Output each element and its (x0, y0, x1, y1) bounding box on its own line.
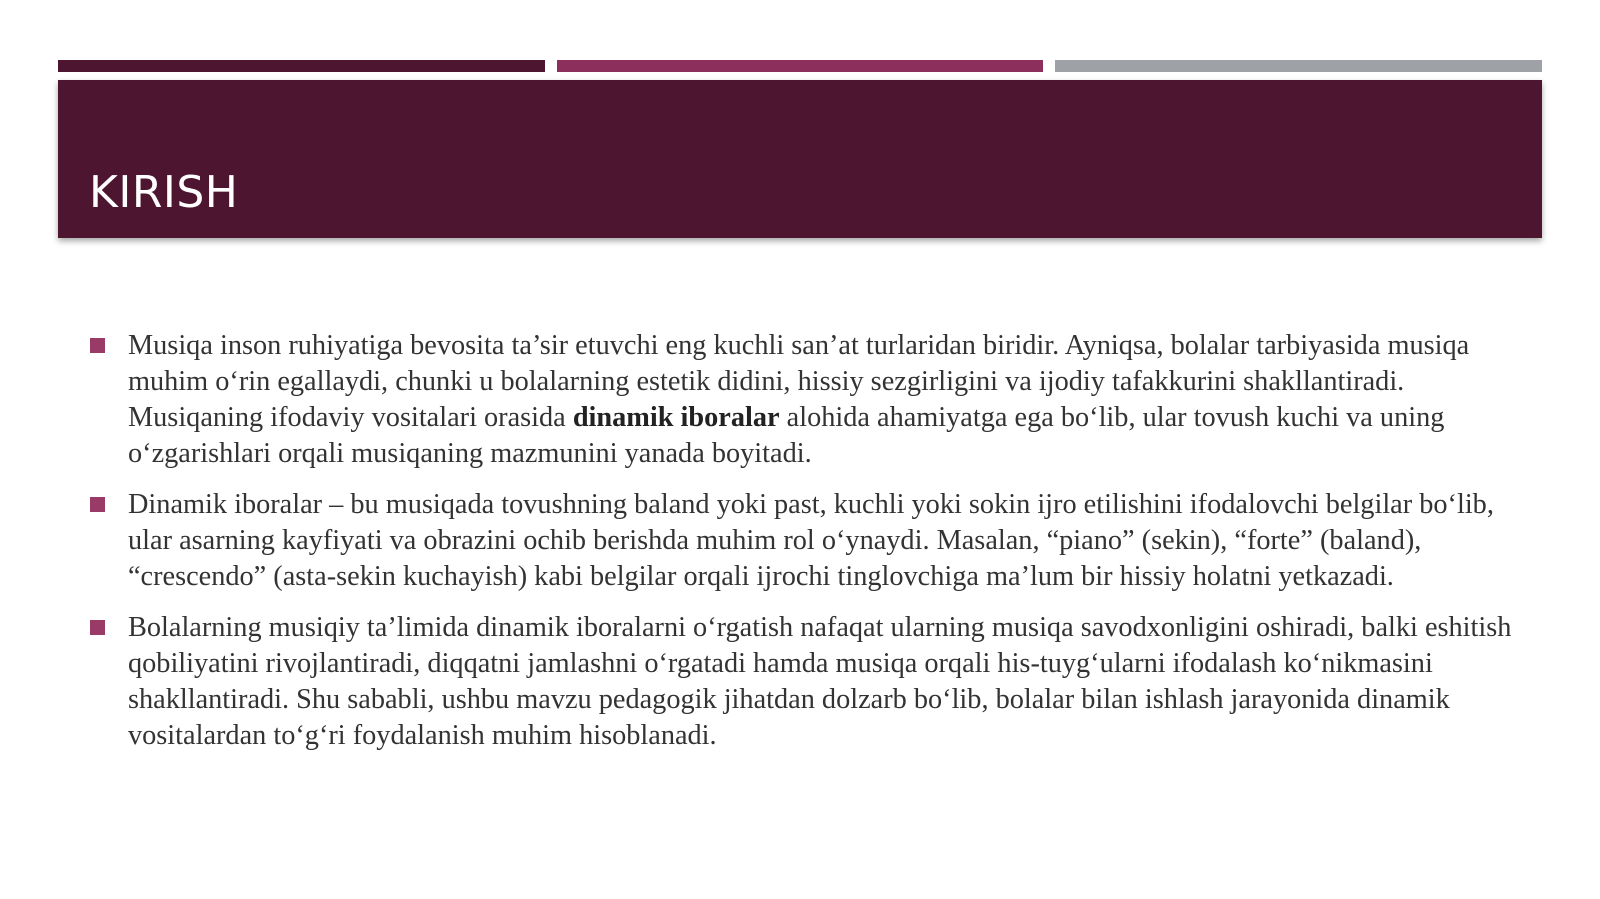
slide-title: KIRISH (89, 167, 239, 218)
accent-bar-gray (1055, 60, 1542, 72)
title-band (58, 80, 1542, 238)
bullet-text-part: Musiqa inson ruhiyatiga bevosita ta’sir etuvchi eng kuchli san’at turlaridan biridir. Ayniqsa, bolalar tarbiyasida musiqa muhim o‘rin egallaydi, chunki u bolalarning estetik didini, hissiy sezgirligini va ijodiy tafakkurini shakllantiradi. Musiqaning ifodaviy vositalari orasida (128, 330, 1470, 433)
bullet-item-intro (90, 328, 1520, 472)
bullet-square-icon (90, 338, 105, 353)
accent-bar-dark (58, 60, 545, 72)
bullet-text (128, 330, 1469, 469)
bullet-item-definition (90, 487, 1520, 595)
bullet-text: Dinamik iboralar – bu musiqada tovushning baland yoki past, kuchli yoki sokin ijro etilishini ifodalovchi belgilar bo‘lib, ular asarning kayfiyati va obrazini ochib berishda muhim rol o‘ynaydi. Masalan, “piano” (sekin), “forte” (baland), “crescendo” (asta-sekin kuchayish) kabi belgilar orqali ijrochi tinglovchiga ma’lum bir hissiy holatni yetkazadi. (128, 489, 1494, 592)
bullet-item-importance (90, 610, 1520, 754)
bullet-list (90, 328, 1520, 769)
bullet-square-icon (90, 497, 105, 512)
bullet-text-bold: dinamik iboralar (572, 402, 780, 433)
bullet-square-icon (90, 620, 105, 635)
accent-bar-magenta (557, 60, 1043, 72)
bullet-text: Bolalarning musiqiy ta’limida dinamik iboralarni o‘rgatish nafaqat ularning musiqa savodxonligini oshiradi, balki eshitish qobiliyatini rivojlantiradi, diqqatni jamlashni o‘rgatadi hamda musiqa orqali his-tuyg‘ularni ifodalash ko‘nikmasini shakllantiradi. Shu sababli, ushbu mavzu pedagogik jihatdan dolzarb bo‘lib, bolalar bilan ishlash jarayonida dinamik vositalardan to‘g‘ri foydalanish muhim hisoblanadi. (128, 612, 1512, 751)
bullet-text-part: alohida ahamiyatga ega bo‘lib, ular tovush kuchi va uning o‘zgarishlari orqali musiqaning mazmunini yanada boyitadi. (128, 402, 1445, 469)
